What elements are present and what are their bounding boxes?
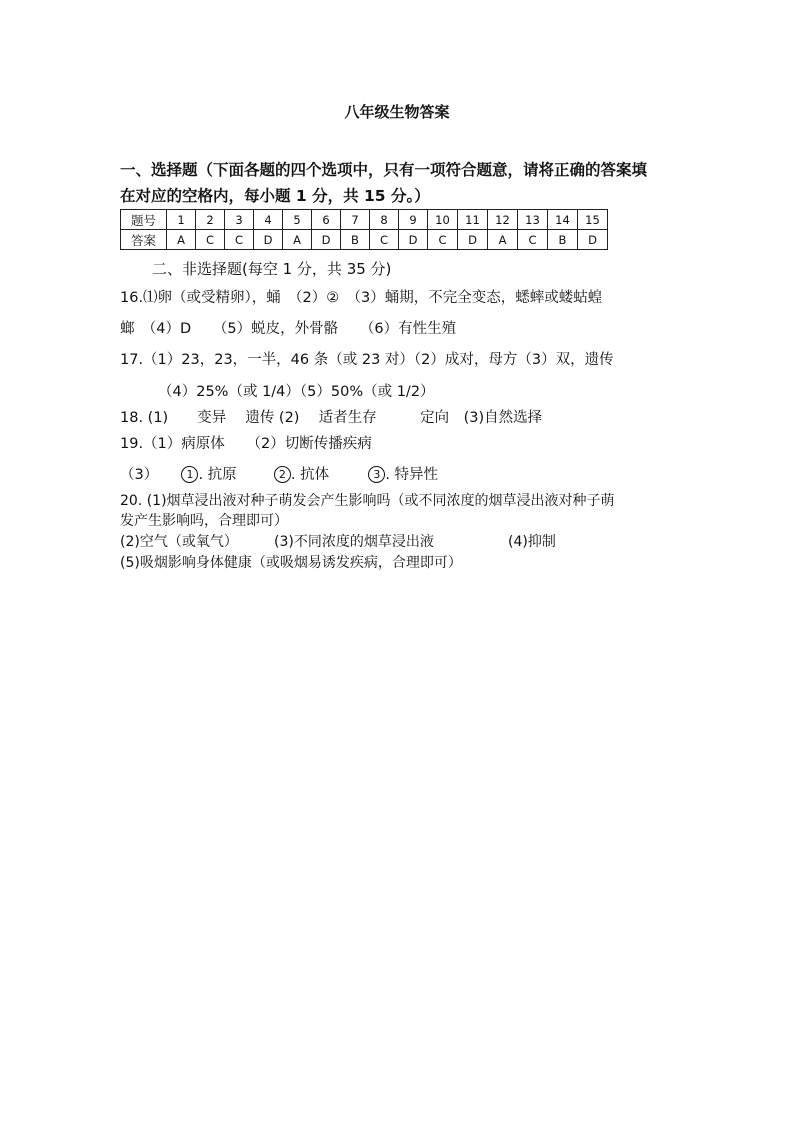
q17-line2: （4）25%（或 1/4）（5）50%（或 1/2） [158,384,435,400]
answer-cell: D [578,230,608,250]
circled-number-2: 2 [274,466,291,483]
question-number: 6 [312,210,341,230]
question-number: 2 [196,210,225,230]
question-number: 8 [370,210,399,230]
q18-line: 18. (1) 变异 遗传 (2) 适者生存 定向 (3)自然选择 [120,410,543,426]
q19-item-antibody: . 抗体 [290,467,330,483]
table-row-numbers [121,210,608,230]
question-number: 12 [488,210,518,230]
answer-cell: B [341,230,370,250]
table-row-answers [121,230,608,250]
answer-cell: D [254,230,283,250]
q20-answer-5: (5)吸烟影响身体健康（或吸烟易诱发疾病，合理即可） [120,555,462,571]
row-label-answer: 答案 [121,230,167,250]
question-number: 4 [254,210,283,230]
q20-answer-2: (2)空气（或氧气） [120,534,238,550]
question-number: 1 [167,210,196,230]
q20-line2: 发产生影响吗，合理即可） [120,513,288,529]
question-number: 7 [341,210,370,230]
q20-line1: 20. (1)烟草浸出液对种子萌发会产生影响吗（或不同浓度的烟草浸出液对种子萌 [120,493,615,509]
row-label-number: 题号 [121,210,167,230]
q17-line1: 17.（1）23，23，一半，46 条（或 23 对）（2）成对，母方（3）双，遗传 [120,352,614,368]
circled-number-1: 1 [181,466,198,483]
section1-heading [120,157,647,209]
q19-prefix: （3） [120,467,159,483]
question-number: 3 [225,210,254,230]
answer-table [120,209,608,250]
q16-line2: 螂 （4）D （5）蜕皮，外骨骼 （6）有性生殖 [120,321,457,337]
answer-cell: A [488,230,518,250]
answer-cell: C [428,230,458,250]
q19-line1: 19.（1）病原体 （2）切断传播疾病 [120,436,372,452]
answer-cell: D [458,230,488,250]
answer-cell: C [518,230,548,250]
section1-heading-line2: 在对应的空格内，每小题 1 分，共 15 分。） [120,187,430,205]
question-number: 5 [283,210,312,230]
page-title: 八年级生物答案 [344,103,450,121]
q19-item-specific: . 特异性 [385,467,439,483]
answer-cell: C [225,230,254,250]
question-number: 10 [428,210,458,230]
question-number: 13 [518,210,548,230]
circled-number-3: 3 [368,466,385,483]
q19-item-antigen: . 抗原 [198,467,237,483]
answer-cell: A [283,230,312,250]
q16-line1: 16.⑴卵（或受精卵），蛹 （2）② （3）蛹期，不完全变态，蟋蟀或蝼蛄蝗 [120,290,603,306]
section2-heading: 二、非选择题(每空 1 分，共 35 分) [152,260,392,278]
question-number: 9 [399,210,428,230]
answer-cell: C [196,230,225,250]
answer-cell: B [548,230,578,250]
answer-cell: C [370,230,399,250]
answer-cell: D [312,230,341,250]
answer-cell: A [167,230,196,250]
question-number: 11 [458,210,488,230]
section1-heading-line1: 一、选择题（下面各题的四个选项中，只有一项符合题意，请将正确的答案填 [120,161,648,179]
question-number: 14 [548,210,578,230]
q20-answer-3: (3)不同浓度的烟草浸出液 [274,534,434,550]
question-number: 15 [578,210,608,230]
q20-answer-4: (4)抑制 [508,534,556,550]
q19-line2 [120,463,438,484]
answer-cell: D [399,230,428,250]
